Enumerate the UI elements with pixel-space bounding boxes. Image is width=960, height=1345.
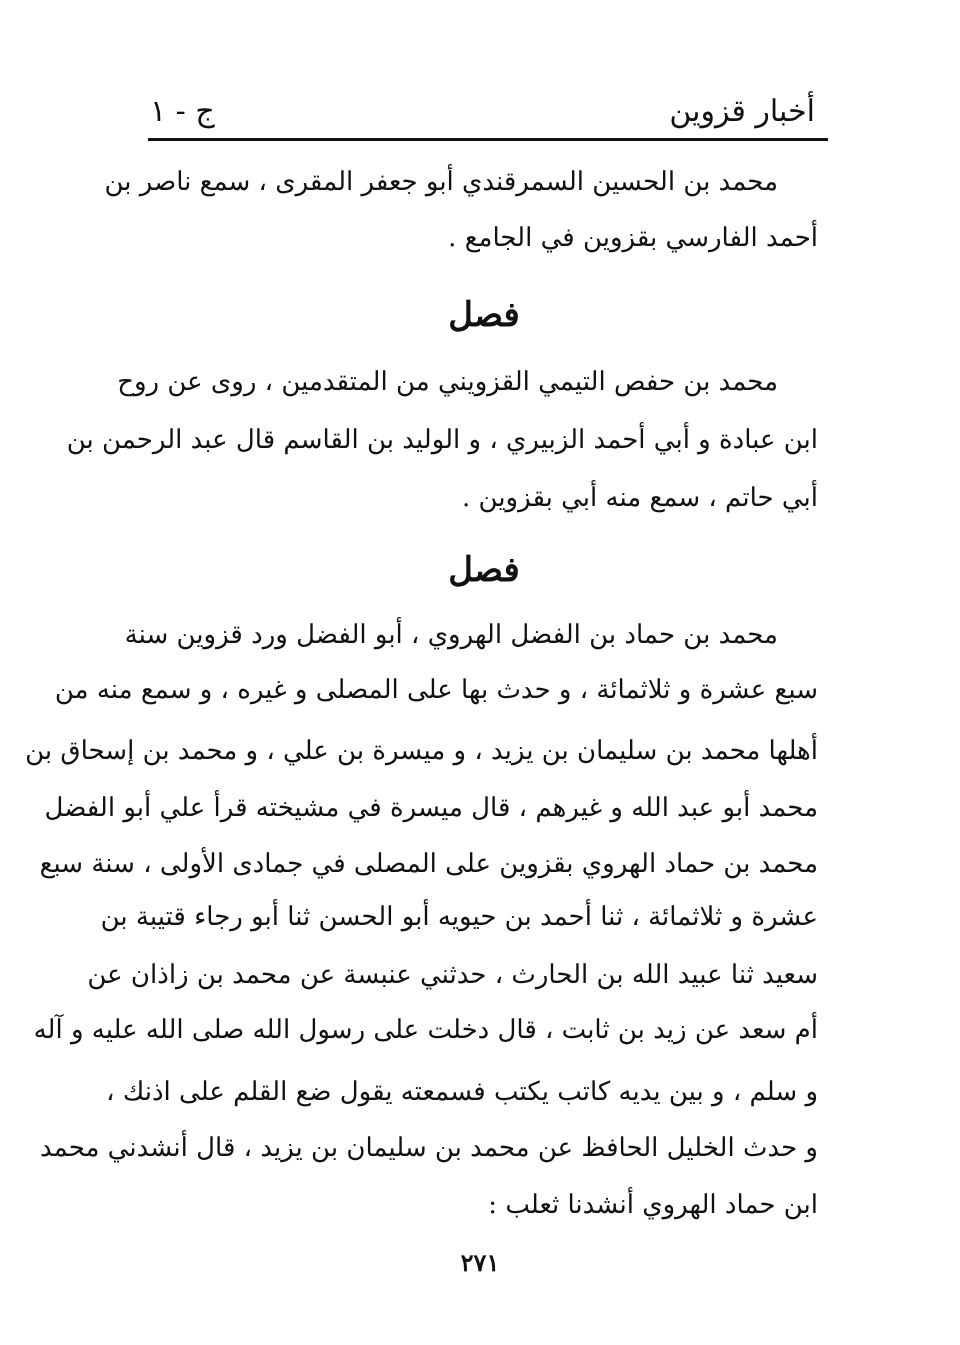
text-line: أم سعد عن زيد بن ثابت ، قال دخلت على رسول الله صلى الله عليه و آله (33, 1015, 818, 1045)
running-header (150, 92, 825, 138)
text-line: محمد بن حماد بن الفضل الهروي ، أبو الفضل ورد قزوين سنة (124, 620, 778, 650)
volume-number: ج - ١ (150, 94, 215, 129)
text-line: محمد أبو عبد الله و غيرهم ، قال ميسرة في مشيخته قرأ علي أبو الفضل (44, 793, 818, 823)
text-line: سعيد ثنا عبيد الله بن الحارث ، حدثني عنبسة عن محمد بن زاذان عن (87, 960, 818, 990)
text-line: أهلها محمد بن سليمان بن يزيد ، و ميسرة بن علي ، و محمد بن إسحاق بن (25, 736, 818, 766)
book-title: أخبار قزوين (669, 94, 815, 129)
text-line: محمد بن حفص التيمي القزويني من المتقدمين ، روى عن روح (117, 367, 778, 397)
header-rule (148, 138, 828, 141)
section-heading: فصل (448, 550, 520, 590)
text-line: عشرة و ثلاثمائة ، ثنا أحمد بن حيويه أبو الحسن ثنا أبو رجاء قتيبة بن (100, 902, 818, 932)
text-line: و حدث الخليل الحافظ عن محمد بن سليمان بن يزيد ، قال أنشدني محمد (40, 1133, 818, 1163)
text-line: ابن حماد الهروي أنشدنا ثعلب : (488, 1190, 818, 1220)
text-line: و سلم ، و بين يديه كاتب يكتب فسمعته يقول ضع القلم على اذنك ، (106, 1077, 818, 1107)
text-line: ابن عبادة و أبي أحمد الزبيري ، و الوليد بن القاسم قال عبد الرحمن بن (66, 425, 818, 455)
text-line: محمد بن حماد الهروي بقزوين على المصلى في جمادى الأولى ، سنة سبع (39, 849, 818, 879)
text-line: سبع عشرة و ثلاثمائة ، و حدث بها على المصلى و غيره ، و سمع منه من (54, 675, 818, 705)
text-line: أحمد الفارسي بقزوين في الجامع . (448, 223, 818, 253)
section-heading: فصل (448, 295, 520, 335)
text-line: أبي حاتم ، سمع منه أبي بقزوين . (462, 483, 818, 513)
page-number: ٢٧١ (460, 1248, 500, 1277)
text-line: محمد بن الحسين السمرقندي أبو جعفر المقرى ، سمع ناصر بن (104, 167, 778, 197)
